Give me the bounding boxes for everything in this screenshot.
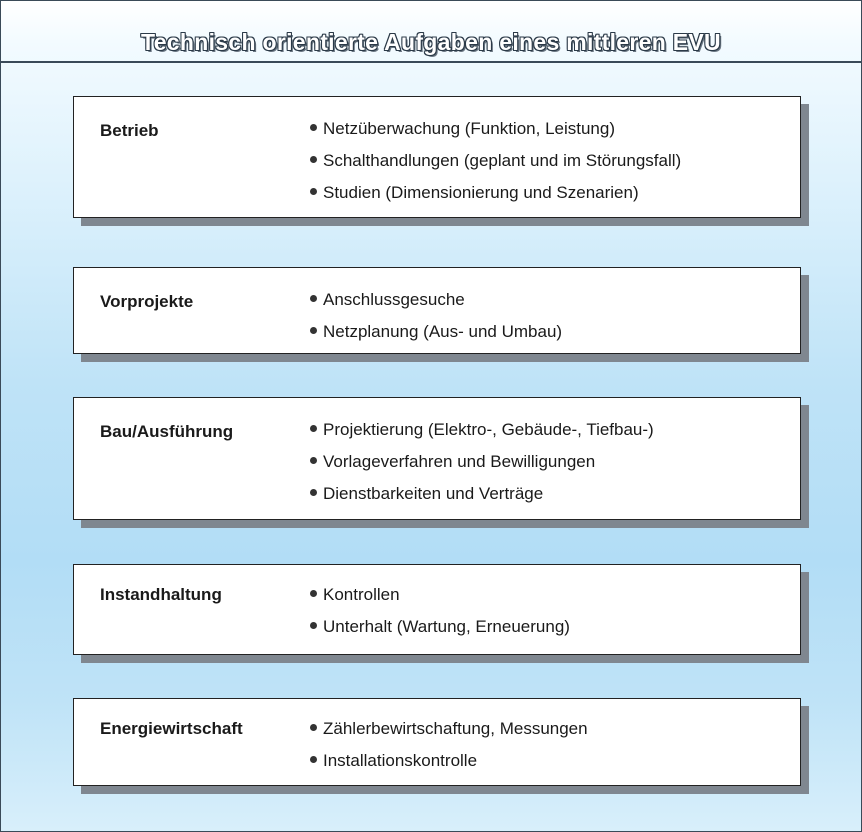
section-box-vorprojekte bbox=[73, 267, 801, 354]
item-text: Kontrollen bbox=[323, 585, 400, 604]
item-text: Anschlussgesuche bbox=[323, 290, 465, 309]
bullet-icon bbox=[310, 622, 317, 629]
bullet-icon bbox=[310, 327, 317, 334]
diagram-title: Technisch orientierte Aufgaben eines mittleren EVU bbox=[141, 29, 721, 55]
list-item bbox=[310, 322, 562, 341]
bullet-icon bbox=[310, 489, 317, 496]
bullet-icon bbox=[310, 425, 317, 432]
list-item bbox=[310, 183, 681, 202]
section-item-list bbox=[310, 420, 654, 516]
item-text: Schalthandlungen (geplant und im Störungsfall) bbox=[323, 151, 682, 170]
section-item-list bbox=[310, 290, 562, 354]
bullet-icon bbox=[310, 156, 317, 163]
item-text: Netzplanung (Aus- und Umbau) bbox=[323, 322, 563, 341]
list-item bbox=[310, 420, 654, 439]
item-text: Zählerbewirtschaftung, Messungen bbox=[323, 719, 588, 738]
bullet-icon bbox=[310, 124, 317, 131]
section-item-list bbox=[310, 119, 681, 215]
section-category: Betrieb bbox=[100, 121, 159, 140]
bullet-icon bbox=[310, 188, 317, 195]
bullet-icon bbox=[310, 756, 317, 763]
section-box-instandhaltung bbox=[73, 564, 801, 655]
item-text: Projektierung (Elektro-, Gebäude-, Tiefbau-) bbox=[323, 420, 654, 439]
bullet-icon bbox=[310, 724, 317, 731]
bullet-icon bbox=[310, 590, 317, 597]
section-box-bau-ausfuehrung bbox=[73, 397, 801, 520]
section-box-energiewirtschaft bbox=[73, 698, 801, 786]
list-item bbox=[310, 585, 570, 604]
list-item bbox=[310, 119, 681, 138]
item-text: Studien (Dimensionierung und Szenarien) bbox=[323, 183, 639, 202]
bullet-icon bbox=[310, 457, 317, 464]
list-item bbox=[310, 151, 681, 170]
list-item bbox=[310, 617, 570, 636]
item-text: Dienstbarkeiten und Verträge bbox=[323, 484, 544, 503]
section-category: Instandhaltung bbox=[100, 585, 222, 604]
section-box-betrieb bbox=[73, 96, 801, 218]
bullet-icon bbox=[310, 295, 317, 302]
section-category: Bau/Ausführung bbox=[100, 422, 234, 441]
list-item bbox=[310, 290, 562, 309]
section-category: Energiewirtschaft bbox=[100, 719, 243, 738]
item-text: Netzüberwachung (Funktion, Leistung) bbox=[323, 119, 615, 138]
list-item bbox=[310, 751, 588, 770]
item-text: Unterhalt (Wartung, Erneuerung) bbox=[323, 617, 570, 636]
section-item-list bbox=[310, 719, 588, 783]
section-category: Vorprojekte bbox=[100, 292, 194, 311]
item-text: Vorlageverfahren und Bewilligungen bbox=[323, 452, 596, 471]
list-item bbox=[310, 719, 588, 738]
list-item bbox=[310, 452, 654, 471]
section-item-list bbox=[310, 585, 570, 649]
item-text: Installationskontrolle bbox=[323, 751, 478, 770]
list-item bbox=[310, 484, 654, 503]
title-divider bbox=[1, 61, 861, 63]
